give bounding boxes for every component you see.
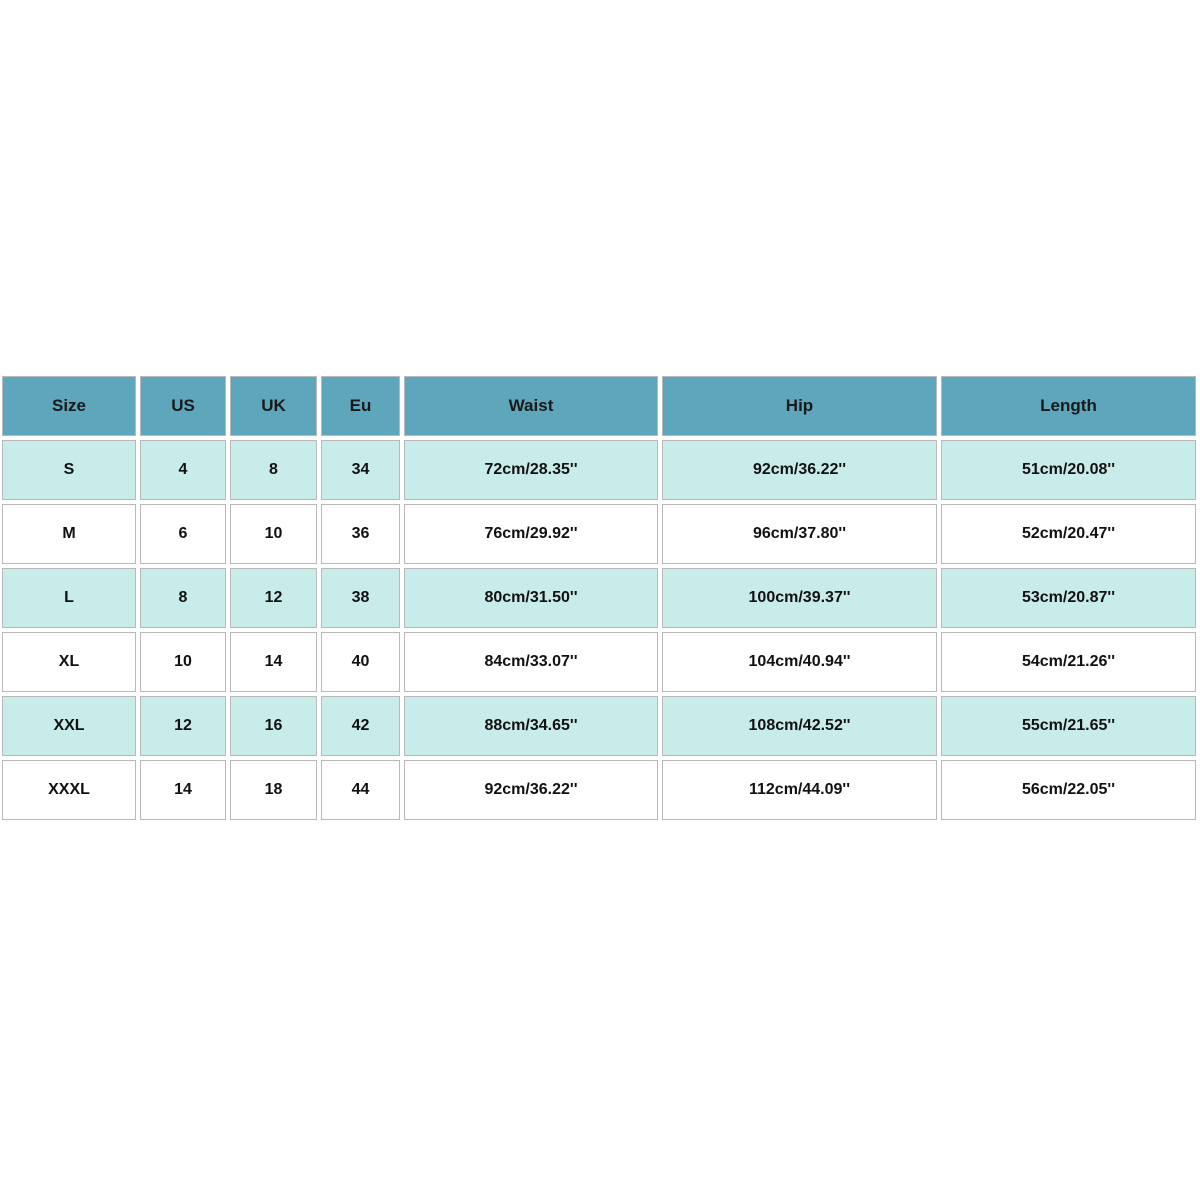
cell-length: 51cm/20.08'': [941, 440, 1196, 500]
cell-us: 4: [140, 440, 226, 500]
cell-hip: 92cm/36.22'': [662, 440, 937, 500]
cell-uk: 16: [230, 696, 317, 756]
cell-uk: 12: [230, 568, 317, 628]
header-waist: Waist: [404, 376, 658, 436]
header-row: [2, 376, 1196, 436]
cell-size: XL: [2, 632, 136, 692]
cell-size: S: [2, 440, 136, 500]
table-row: [2, 696, 1196, 756]
cell-size: L: [2, 568, 136, 628]
table-row: [2, 504, 1196, 564]
cell-uk: 18: [230, 760, 317, 820]
cell-hip: 104cm/40.94'': [662, 632, 937, 692]
cell-waist: 92cm/36.22'': [404, 760, 658, 820]
table-row: [2, 760, 1196, 820]
cell-hip: 112cm/44.09'': [662, 760, 937, 820]
table-row: [2, 568, 1196, 628]
cell-eu: 44: [321, 760, 400, 820]
cell-eu: 36: [321, 504, 400, 564]
header-eu: Eu: [321, 376, 400, 436]
header-us: US: [140, 376, 226, 436]
cell-us: 8: [140, 568, 226, 628]
table-row: [2, 632, 1196, 692]
cell-waist: 80cm/31.50'': [404, 568, 658, 628]
cell-waist: 72cm/28.35'': [404, 440, 658, 500]
header-uk: UK: [230, 376, 317, 436]
cell-waist: 84cm/33.07'': [404, 632, 658, 692]
cell-eu: 34: [321, 440, 400, 500]
cell-length: 55cm/21.65'': [941, 696, 1196, 756]
cell-uk: 14: [230, 632, 317, 692]
size-chart-table: [0, 372, 1200, 824]
cell-length: 53cm/20.87'': [941, 568, 1196, 628]
cell-waist: 88cm/34.65'': [404, 696, 658, 756]
cell-length: 56cm/22.05'': [941, 760, 1196, 820]
cell-hip: 96cm/37.80'': [662, 504, 937, 564]
header-length: Length: [941, 376, 1196, 436]
cell-size: XXL: [2, 696, 136, 756]
cell-waist: 76cm/29.92'': [404, 504, 658, 564]
cell-us: 14: [140, 760, 226, 820]
cell-length: 54cm/21.26'': [941, 632, 1196, 692]
cell-hip: 100cm/39.37'': [662, 568, 937, 628]
cell-us: 6: [140, 504, 226, 564]
cell-us: 10: [140, 632, 226, 692]
header-size: Size: [2, 376, 136, 436]
header-hip: Hip: [662, 376, 937, 436]
table-row: [2, 440, 1196, 500]
cell-eu: 38: [321, 568, 400, 628]
cell-size: M: [2, 504, 136, 564]
cell-size: XXXL: [2, 760, 136, 820]
cell-us: 12: [140, 696, 226, 756]
cell-length: 52cm/20.47'': [941, 504, 1196, 564]
cell-uk: 10: [230, 504, 317, 564]
cell-hip: 108cm/42.52'': [662, 696, 937, 756]
cell-eu: 40: [321, 632, 400, 692]
cell-uk: 8: [230, 440, 317, 500]
cell-eu: 42: [321, 696, 400, 756]
